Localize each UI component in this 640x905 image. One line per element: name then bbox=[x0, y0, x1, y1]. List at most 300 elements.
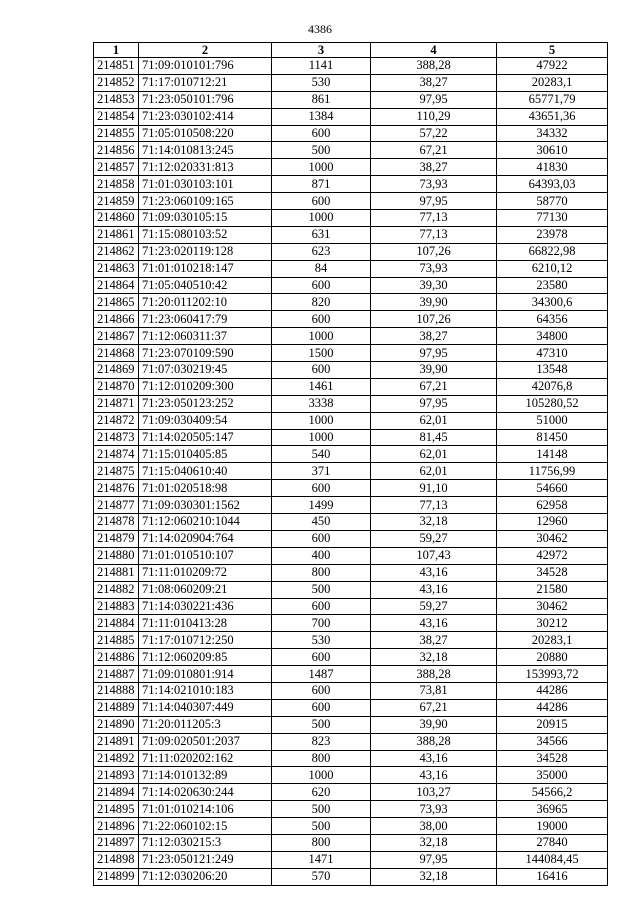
table-row bbox=[94, 277, 608, 294]
table-row bbox=[94, 682, 608, 699]
area-cell: 1000 bbox=[272, 210, 371, 227]
area-cell: 600 bbox=[272, 682, 371, 699]
value-cell: 20283,1 bbox=[497, 632, 608, 649]
value-cell: 34332 bbox=[497, 125, 608, 142]
cadastral-number-cell: 71:23:070109:590 bbox=[139, 345, 272, 362]
table-row bbox=[94, 176, 608, 193]
rate-cell: 67,21 bbox=[371, 699, 497, 716]
table-row bbox=[94, 378, 608, 395]
rate-cell: 39,30 bbox=[371, 277, 497, 294]
value-cell: 34528 bbox=[497, 750, 608, 767]
cadastral-number-cell: 71:23:060109:165 bbox=[139, 193, 272, 210]
table-row bbox=[94, 632, 608, 649]
area-cell: 620 bbox=[272, 784, 371, 801]
row-number-cell: 214887 bbox=[94, 666, 139, 683]
cadastral-number-cell: 71:11:010209:72 bbox=[139, 564, 272, 581]
cadastral-number-cell: 71:23:020119:128 bbox=[139, 243, 272, 260]
rate-cell: 39,90 bbox=[371, 716, 497, 733]
table-row bbox=[94, 868, 608, 885]
rate-cell: 77,13 bbox=[371, 497, 497, 514]
page-number: 4386 bbox=[308, 22, 332, 36]
row-number-cell: 214854 bbox=[94, 108, 139, 125]
cadastral-number-cell: 71:05:010508:220 bbox=[139, 125, 272, 142]
rate-cell: 73,93 bbox=[371, 176, 497, 193]
column-header-2: 2 bbox=[139, 43, 272, 58]
table-row bbox=[94, 851, 608, 868]
area-cell: 1141 bbox=[272, 58, 371, 75]
row-number-cell: 214878 bbox=[94, 514, 139, 531]
row-number-cell: 214899 bbox=[94, 868, 139, 885]
rate-cell: 62,01 bbox=[371, 463, 497, 480]
table-row bbox=[94, 666, 608, 683]
cadastral-number-cell: 71:09:030105:15 bbox=[139, 210, 272, 227]
table-row bbox=[94, 733, 608, 750]
cadastral-number-cell: 71:15:040610:40 bbox=[139, 463, 272, 480]
cadastral-number-cell: 71:14:010132:89 bbox=[139, 767, 272, 784]
rate-cell: 67,21 bbox=[371, 142, 497, 159]
cadastral-number-cell: 71:14:021010:183 bbox=[139, 682, 272, 699]
area-cell: 600 bbox=[272, 530, 371, 547]
table-row bbox=[94, 497, 608, 514]
cadastral-number-cell: 71:09:010101:796 bbox=[139, 58, 272, 75]
row-number-cell: 214855 bbox=[94, 125, 139, 142]
area-cell: 570 bbox=[272, 868, 371, 885]
area-cell: 1384 bbox=[272, 108, 371, 125]
row-number-cell: 214892 bbox=[94, 750, 139, 767]
table-row bbox=[94, 74, 608, 91]
rate-cell: 97,95 bbox=[371, 91, 497, 108]
area-cell: 530 bbox=[272, 632, 371, 649]
table-row bbox=[94, 716, 608, 733]
value-cell: 105280,52 bbox=[497, 395, 608, 412]
row-number-cell: 214857 bbox=[94, 159, 139, 176]
rate-cell: 67,21 bbox=[371, 378, 497, 395]
table-row bbox=[94, 210, 608, 227]
table-row bbox=[94, 750, 608, 767]
table-row bbox=[94, 581, 608, 598]
area-cell: 800 bbox=[272, 750, 371, 767]
cadastral-number-cell: 71:20:011205:3 bbox=[139, 716, 272, 733]
row-number-cell: 214866 bbox=[94, 311, 139, 328]
area-cell: 540 bbox=[272, 446, 371, 463]
value-cell: 42972 bbox=[497, 547, 608, 564]
row-number-cell: 214861 bbox=[94, 226, 139, 243]
table-row bbox=[94, 260, 608, 277]
table-row bbox=[94, 142, 608, 159]
rate-cell: 97,95 bbox=[371, 345, 497, 362]
area-cell: 700 bbox=[272, 615, 371, 632]
cadastral-number-cell: 71:12:060209:85 bbox=[139, 649, 272, 666]
header-row bbox=[94, 43, 608, 58]
table-row bbox=[94, 699, 608, 716]
value-cell: 11756,99 bbox=[497, 463, 608, 480]
cadastral-number-cell: 71:17:010712:21 bbox=[139, 74, 272, 91]
area-cell: 1000 bbox=[272, 429, 371, 446]
value-cell: 47922 bbox=[497, 58, 608, 75]
value-cell: 27840 bbox=[497, 834, 608, 851]
row-number-cell: 214852 bbox=[94, 74, 139, 91]
cadastral-number-cell: 71:12:060210:1044 bbox=[139, 514, 272, 531]
area-cell: 631 bbox=[272, 226, 371, 243]
cadastral-number-cell: 71:01:030103:101 bbox=[139, 176, 272, 193]
row-number-cell: 214867 bbox=[94, 328, 139, 345]
area-cell: 600 bbox=[272, 311, 371, 328]
area-cell: 1000 bbox=[272, 159, 371, 176]
value-cell: 58770 bbox=[497, 193, 608, 210]
area-cell: 623 bbox=[272, 243, 371, 260]
cadastral-number-cell: 71:15:080103:52 bbox=[139, 226, 272, 243]
rate-cell: 32,18 bbox=[371, 514, 497, 531]
row-number-cell: 214895 bbox=[94, 801, 139, 818]
area-cell: 500 bbox=[272, 142, 371, 159]
row-number-cell: 214869 bbox=[94, 362, 139, 379]
cadastral-number-cell: 71:09:030301:1562 bbox=[139, 497, 272, 514]
table-row bbox=[94, 395, 608, 412]
row-number-cell: 214873 bbox=[94, 429, 139, 446]
area-cell: 450 bbox=[272, 514, 371, 531]
cadastral-number-cell: 71:05:040510:42 bbox=[139, 277, 272, 294]
area-cell: 871 bbox=[272, 176, 371, 193]
cadastral-number-cell: 71:07:030219:45 bbox=[139, 362, 272, 379]
row-number-cell: 214856 bbox=[94, 142, 139, 159]
cadastral-number-cell: 71:23:050123:252 bbox=[139, 395, 272, 412]
value-cell: 54566,2 bbox=[497, 784, 608, 801]
area-cell: 600 bbox=[272, 649, 371, 666]
table-row bbox=[94, 598, 608, 615]
area-cell: 823 bbox=[272, 733, 371, 750]
value-cell: 30610 bbox=[497, 142, 608, 159]
value-cell: 20880 bbox=[497, 649, 608, 666]
cadastral-number-cell: 71:12:030215:3 bbox=[139, 834, 272, 851]
rate-cell: 73,81 bbox=[371, 682, 497, 699]
cadastral-number-cell: 71:09:030409:54 bbox=[139, 412, 272, 429]
area-cell: 600 bbox=[272, 699, 371, 716]
row-number-cell: 214893 bbox=[94, 767, 139, 784]
area-cell: 1000 bbox=[272, 767, 371, 784]
table-row bbox=[94, 834, 608, 851]
table-row bbox=[94, 125, 608, 142]
column-header-4: 4 bbox=[371, 43, 497, 58]
rate-cell: 43,16 bbox=[371, 581, 497, 598]
value-cell: 42076,8 bbox=[497, 378, 608, 395]
row-number-cell: 214891 bbox=[94, 733, 139, 750]
value-cell: 20915 bbox=[497, 716, 608, 733]
rate-cell: 388,28 bbox=[371, 58, 497, 75]
value-cell: 23580 bbox=[497, 277, 608, 294]
value-cell: 34300,6 bbox=[497, 294, 608, 311]
rate-cell: 107,26 bbox=[371, 243, 497, 260]
rate-cell: 97,95 bbox=[371, 851, 497, 868]
area-cell: 1000 bbox=[272, 412, 371, 429]
value-cell: 12960 bbox=[497, 514, 608, 531]
table-row bbox=[94, 243, 608, 260]
rate-cell: 97,95 bbox=[371, 193, 497, 210]
row-number-cell: 214870 bbox=[94, 378, 139, 395]
row-number-cell: 214872 bbox=[94, 412, 139, 429]
value-cell: 62958 bbox=[497, 497, 608, 514]
table-row bbox=[94, 547, 608, 564]
value-cell: 6210,12 bbox=[497, 260, 608, 277]
rate-cell: 107,43 bbox=[371, 547, 497, 564]
area-cell: 600 bbox=[272, 598, 371, 615]
row-number-cell: 214879 bbox=[94, 530, 139, 547]
rate-cell: 388,28 bbox=[371, 666, 497, 683]
area-cell: 400 bbox=[272, 547, 371, 564]
value-cell: 21580 bbox=[497, 581, 608, 598]
table-row bbox=[94, 328, 608, 345]
row-number-cell: 214863 bbox=[94, 260, 139, 277]
cadastral-number-cell: 71:12:030206:20 bbox=[139, 868, 272, 885]
value-cell: 81450 bbox=[497, 429, 608, 446]
area-cell: 1000 bbox=[272, 328, 371, 345]
row-number-cell: 214868 bbox=[94, 345, 139, 362]
cadastral-number-cell: 71:01:010510:107 bbox=[139, 547, 272, 564]
value-cell: 65771,79 bbox=[497, 91, 608, 108]
table-row bbox=[94, 649, 608, 666]
row-number-cell: 214886 bbox=[94, 649, 139, 666]
table-row bbox=[94, 530, 608, 547]
rate-cell: 77,13 bbox=[371, 226, 497, 243]
cadastral-number-cell: 71:17:010712:250 bbox=[139, 632, 272, 649]
value-cell: 35000 bbox=[497, 767, 608, 784]
area-cell: 500 bbox=[272, 818, 371, 835]
area-cell: 600 bbox=[272, 193, 371, 210]
cadastral-number-cell: 71:23:050121:249 bbox=[139, 851, 272, 868]
value-cell: 43651,36 bbox=[497, 108, 608, 125]
table-row bbox=[94, 294, 608, 311]
value-cell: 64356 bbox=[497, 311, 608, 328]
row-number-cell: 214897 bbox=[94, 834, 139, 851]
cadastral-number-cell: 71:14:040307:449 bbox=[139, 699, 272, 716]
cadastral-number-cell: 71:12:020331:813 bbox=[139, 159, 272, 176]
rate-cell: 43,16 bbox=[371, 767, 497, 784]
cadastral-number-cell: 71:09:020501:2037 bbox=[139, 733, 272, 750]
area-cell: 530 bbox=[272, 74, 371, 91]
row-number-cell: 214860 bbox=[94, 210, 139, 227]
value-cell: 77130 bbox=[497, 210, 608, 227]
row-number-cell: 214882 bbox=[94, 581, 139, 598]
rate-cell: 388,28 bbox=[371, 733, 497, 750]
row-number-cell: 214894 bbox=[94, 784, 139, 801]
area-cell: 371 bbox=[272, 463, 371, 480]
value-cell: 23978 bbox=[497, 226, 608, 243]
table-row bbox=[94, 514, 608, 531]
table-row bbox=[94, 412, 608, 429]
cadastral-number-cell: 71:20:011202:10 bbox=[139, 294, 272, 311]
value-cell: 47310 bbox=[497, 345, 608, 362]
value-cell: 30212 bbox=[497, 615, 608, 632]
area-cell: 500 bbox=[272, 716, 371, 733]
rate-cell: 77,13 bbox=[371, 210, 497, 227]
rate-cell: 32,18 bbox=[371, 834, 497, 851]
row-number-cell: 214888 bbox=[94, 682, 139, 699]
value-cell: 16416 bbox=[497, 868, 608, 885]
row-number-cell: 214896 bbox=[94, 818, 139, 835]
row-number-cell: 214883 bbox=[94, 598, 139, 615]
rate-cell: 38,27 bbox=[371, 74, 497, 91]
area-cell: 600 bbox=[272, 125, 371, 142]
column-header-5: 5 bbox=[497, 43, 608, 58]
table-row bbox=[94, 801, 608, 818]
row-number-cell: 214881 bbox=[94, 564, 139, 581]
table-row bbox=[94, 345, 608, 362]
rate-cell: 62,01 bbox=[371, 412, 497, 429]
cadastral-number-cell: 71:14:020505:147 bbox=[139, 429, 272, 446]
cadastral-number-cell: 71:08:060209:21 bbox=[139, 581, 272, 598]
cadastral-number-cell: 71:23:030102:414 bbox=[139, 108, 272, 125]
rate-cell: 39,90 bbox=[371, 294, 497, 311]
rate-cell: 43,16 bbox=[371, 564, 497, 581]
area-cell: 600 bbox=[272, 480, 371, 497]
cadastral-number-cell: 71:14:020904:764 bbox=[139, 530, 272, 547]
table-row bbox=[94, 226, 608, 243]
area-cell: 861 bbox=[272, 91, 371, 108]
area-cell: 600 bbox=[272, 362, 371, 379]
table-row bbox=[94, 429, 608, 446]
value-cell: 13548 bbox=[497, 362, 608, 379]
table-row bbox=[94, 193, 608, 210]
rate-cell: 38,00 bbox=[371, 818, 497, 835]
rate-cell: 62,01 bbox=[371, 446, 497, 463]
area-cell: 1487 bbox=[272, 666, 371, 683]
cadastral-number-cell: 71:14:010813:245 bbox=[139, 142, 272, 159]
table-row bbox=[94, 615, 608, 632]
table-row bbox=[94, 108, 608, 125]
area-cell: 1500 bbox=[272, 345, 371, 362]
rate-cell: 43,16 bbox=[371, 615, 497, 632]
rate-cell: 81,45 bbox=[371, 429, 497, 446]
area-cell: 500 bbox=[272, 581, 371, 598]
value-cell: 44286 bbox=[497, 682, 608, 699]
table-row bbox=[94, 446, 608, 463]
table-row bbox=[94, 463, 608, 480]
area-cell: 3338 bbox=[272, 395, 371, 412]
cadastral-number-cell: 71:23:060417:79 bbox=[139, 311, 272, 328]
value-cell: 153993,72 bbox=[497, 666, 608, 683]
rate-cell: 110,29 bbox=[371, 108, 497, 125]
area-cell: 800 bbox=[272, 834, 371, 851]
cadastral-number-cell: 71:12:010209:300 bbox=[139, 378, 272, 395]
table-row bbox=[94, 311, 608, 328]
cadastral-number-cell: 71:15:010405:85 bbox=[139, 446, 272, 463]
table-row bbox=[94, 91, 608, 108]
area-cell: 500 bbox=[272, 801, 371, 818]
area-cell: 1471 bbox=[272, 851, 371, 868]
cadastral-number-cell: 71:11:010413:28 bbox=[139, 615, 272, 632]
rate-cell: 38,27 bbox=[371, 632, 497, 649]
value-cell: 41830 bbox=[497, 159, 608, 176]
area-cell: 1499 bbox=[272, 497, 371, 514]
rate-cell: 38,27 bbox=[371, 328, 497, 345]
row-number-cell: 214871 bbox=[94, 395, 139, 412]
cadastral-number-cell: 71:14:020630:244 bbox=[139, 784, 272, 801]
row-number-cell: 214874 bbox=[94, 446, 139, 463]
value-cell: 14148 bbox=[497, 446, 608, 463]
row-number-cell: 214884 bbox=[94, 615, 139, 632]
value-cell: 54660 bbox=[497, 480, 608, 497]
column-header-1: 1 bbox=[94, 43, 139, 58]
row-number-cell: 214865 bbox=[94, 294, 139, 311]
row-number-cell: 214876 bbox=[94, 480, 139, 497]
value-cell: 34800 bbox=[497, 328, 608, 345]
row-number-cell: 214877 bbox=[94, 497, 139, 514]
value-cell: 36965 bbox=[497, 801, 608, 818]
row-number-cell: 214859 bbox=[94, 193, 139, 210]
row-number-cell: 214853 bbox=[94, 91, 139, 108]
row-number-cell: 214875 bbox=[94, 463, 139, 480]
rate-cell: 59,27 bbox=[371, 598, 497, 615]
rate-cell: 32,18 bbox=[371, 868, 497, 885]
rate-cell: 91,10 bbox=[371, 480, 497, 497]
value-cell: 144084,45 bbox=[497, 851, 608, 868]
cadastral-number-cell: 71:01:020518:98 bbox=[139, 480, 272, 497]
cadastral-number-cell: 71:11:020202:162 bbox=[139, 750, 272, 767]
rate-cell: 39,90 bbox=[371, 362, 497, 379]
value-cell: 20283,1 bbox=[497, 74, 608, 91]
row-number-cell: 214864 bbox=[94, 277, 139, 294]
table-row bbox=[94, 767, 608, 784]
rate-cell: 107,26 bbox=[371, 311, 497, 328]
rate-cell: 73,93 bbox=[371, 801, 497, 818]
row-number-cell: 214862 bbox=[94, 243, 139, 260]
rate-cell: 43,16 bbox=[371, 750, 497, 767]
row-number-cell: 214851 bbox=[94, 58, 139, 75]
table-row bbox=[94, 362, 608, 379]
area-cell: 600 bbox=[272, 277, 371, 294]
value-cell: 66822,98 bbox=[497, 243, 608, 260]
value-cell: 19000 bbox=[497, 818, 608, 835]
value-cell: 34528 bbox=[497, 564, 608, 581]
value-cell: 34566 bbox=[497, 733, 608, 750]
rate-cell: 32,18 bbox=[371, 649, 497, 666]
table-row bbox=[94, 818, 608, 835]
table-row bbox=[94, 159, 608, 176]
cadastral-number-cell: 71:23:050101:796 bbox=[139, 91, 272, 108]
value-cell: 44286 bbox=[497, 699, 608, 716]
value-cell: 51000 bbox=[497, 412, 608, 429]
table-row bbox=[94, 58, 608, 75]
row-number-cell: 214880 bbox=[94, 547, 139, 564]
rate-cell: 73,93 bbox=[371, 260, 497, 277]
area-cell: 84 bbox=[272, 260, 371, 277]
row-number-cell: 214885 bbox=[94, 632, 139, 649]
rate-cell: 97,95 bbox=[371, 395, 497, 412]
rate-cell: 57,22 bbox=[371, 125, 497, 142]
row-number-cell: 214889 bbox=[94, 699, 139, 716]
row-number-cell: 214858 bbox=[94, 176, 139, 193]
table-row bbox=[94, 564, 608, 581]
cadastral-number-cell: 71:01:010214:106 bbox=[139, 801, 272, 818]
rate-cell: 59,27 bbox=[371, 530, 497, 547]
rate-cell: 103,27 bbox=[371, 784, 497, 801]
value-cell: 30462 bbox=[497, 530, 608, 547]
column-header-3: 3 bbox=[272, 43, 371, 58]
area-cell: 1461 bbox=[272, 378, 371, 395]
table-row bbox=[94, 784, 608, 801]
row-number-cell: 214890 bbox=[94, 716, 139, 733]
table-row bbox=[94, 480, 608, 497]
table-body bbox=[94, 58, 608, 886]
cadastral-number-cell: 71:01:010218:147 bbox=[139, 260, 272, 277]
cadastral-number-cell: 71:22:060102:15 bbox=[139, 818, 272, 835]
cadastral-number-cell: 71:14:030221:436 bbox=[139, 598, 272, 615]
value-cell: 30462 bbox=[497, 598, 608, 615]
rate-cell: 38,27 bbox=[371, 159, 497, 176]
cadastral-number-cell: 71:12:060311:37 bbox=[139, 328, 272, 345]
area-cell: 800 bbox=[272, 564, 371, 581]
data-table bbox=[93, 42, 608, 886]
cadastral-number-cell: 71:09:010801:914 bbox=[139, 666, 272, 683]
